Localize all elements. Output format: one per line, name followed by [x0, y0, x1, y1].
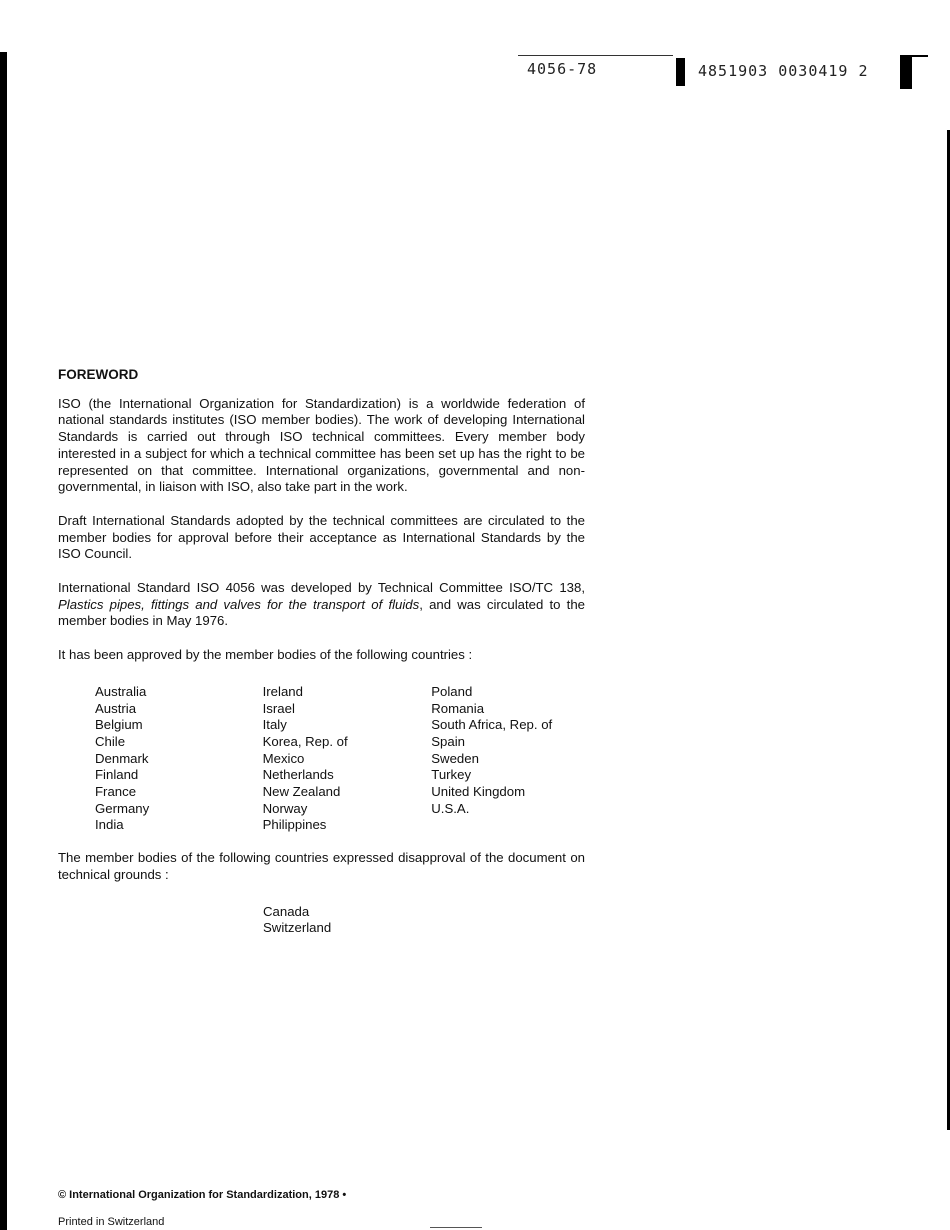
barcode-number: 4851903 0030419 2 — [698, 62, 869, 80]
committee-title: Plastics pipes, fittings and valves for the transport of fluids — [58, 596, 420, 612]
country-column-1 — [95, 684, 263, 834]
scan-edge-left — [0, 52, 7, 1230]
development-text-b: , and was circulated to the member bodies in May 1976. — [58, 596, 585, 629]
printed-notice: Printed in Switzerland — [58, 1216, 165, 1228]
paragraph-disapproval: The member bodies of the following countries expressed disapproval of the document on technical grounds : — [58, 850, 585, 882]
country-name: New Zealand — [262, 784, 341, 800]
country-name: Turkey — [431, 767, 472, 783]
country-name: Israel — [262, 700, 295, 716]
foreword-heading: FOREWORD — [58, 367, 139, 382]
country-name: Austria — [95, 700, 137, 716]
country-name: U.S.A. — [431, 800, 470, 816]
barcode-bar-right-top — [908, 55, 928, 57]
doc-code: 4056-78 — [527, 60, 598, 78]
paragraph-iso-intro: ISO (the International Organization for Standardization) is a worldwide federation of national standards institutes (ISO member bodies). The work of developing International Standards is carried out through ISO technical committees. Every member body interested in a subject for which a technical committee has been set up has the right to be represented on that committee. International organizations, governmental and non-governmental, in liaison with ISO, also take part in the work. — [58, 395, 585, 495]
country-name: Italy — [262, 717, 287, 733]
country-name: Australia — [95, 683, 147, 699]
country-name: United Kingdom — [431, 784, 526, 800]
disapproving-countries — [263, 904, 585, 937]
country-name: Denmark — [95, 750, 149, 766]
country-name: South Africa, Rep. of — [431, 717, 553, 733]
paragraph-drafts: Draft International Standards adopted by the technical committees are circulated to the member bodies for approval before their acceptance as International Standards by the ISO Council. — [58, 512, 585, 562]
country-name: Norway — [262, 800, 308, 816]
country-name: Ireland — [262, 683, 303, 699]
country-name: Spain — [431, 733, 465, 749]
country-name: Mexico — [262, 750, 305, 766]
country-name: Netherlands — [262, 767, 334, 783]
development-text-a: International Standard ISO 4056 was developed by Technical Committee ISO/TC 138, — [58, 580, 585, 596]
country-name: Chile — [95, 733, 126, 749]
country-column-2 — [263, 684, 432, 834]
country-name: Switzerland — [263, 920, 332, 936]
country-name: Belgium — [95, 717, 143, 733]
country-name: Sweden — [431, 750, 479, 766]
header-rule — [518, 55, 673, 56]
country-name: France — [95, 784, 137, 800]
country-column-3 — [431, 684, 585, 834]
country-name: Finland — [95, 767, 139, 783]
copyright-notice: © International Organization for Standardization, 1978 • — [58, 1189, 347, 1201]
country-name: India — [95, 817, 124, 833]
country-name: Germany — [95, 800, 150, 816]
barcode-bar-left — [676, 58, 685, 86]
country-name: Korea, Rep. of — [262, 733, 348, 749]
country-name: Philippines — [262, 817, 327, 833]
country-name: Canada — [263, 903, 310, 919]
country-name: Romania — [431, 700, 485, 716]
paragraph-development — [58, 580, 585, 630]
paragraph-approval: It has been approved by the member bodies of the following countries : — [58, 647, 473, 663]
footer-rule — [430, 1227, 482, 1228]
country-name: Poland — [431, 683, 473, 699]
barcode-bar-right — [900, 55, 912, 89]
foreword-section — [58, 367, 585, 937]
approving-countries — [95, 684, 585, 834]
